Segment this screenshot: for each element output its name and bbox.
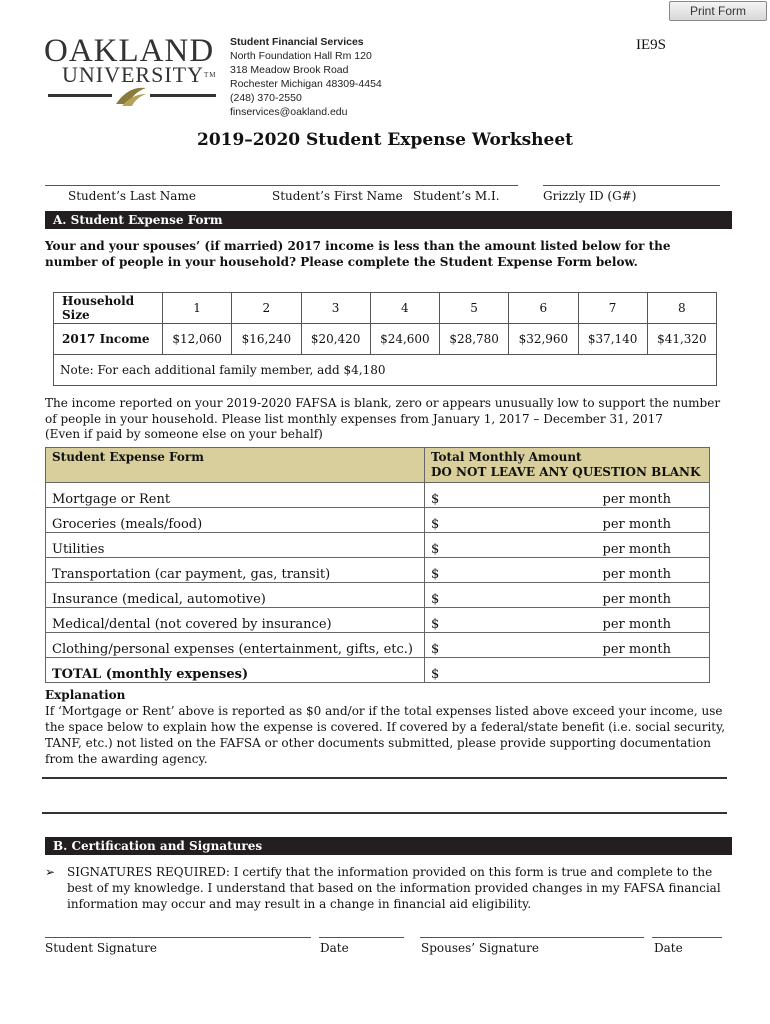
explanation-line-1[interactable] [42,777,727,779]
explanation-line-2[interactable] [42,812,727,814]
mi-label: Student’s M.I. [413,189,500,203]
last-name-label: Student’s Last Name [68,189,196,203]
grizzly-id-label: Grizzly ID (G#) [543,189,637,203]
section-a-header: A. Student Expense Form [45,211,732,229]
expense-row [46,508,710,533]
income-cell: $37,140 [578,324,647,355]
expense-amount-input[interactable]: $ per month [425,508,710,533]
income-cell: $24,600 [370,324,439,355]
income-cell: $32,960 [509,324,578,355]
office-email: finservices@oakland.edu [230,106,348,118]
logo-rule-right [150,94,216,97]
explanation-text: If ‘Mortgage or Rent’ above is reported as $0 and/or if the total expenses listed above exceed your income, use the space below to explain how the expense is covered. If covered by a federal/state benefit (i.e. social security, TANF, etc.) not listed on the FAFSA or other documents submitted, please provide supporting documentation from the awarding agency. [45,704,726,766]
print-form-button[interactable]: Print Form [669,1,767,21]
size-cell: 5 [440,293,509,324]
expense-amount-input[interactable]: $ per month [425,558,710,583]
income-cell: $28,780 [440,324,509,355]
section-b-header: B. Certification and Signatures [45,837,732,855]
expense-row [46,583,710,608]
expense-intro: The income reported on your 2019-2020 FAFSA is blank, zero or appears unusually low to support the number of people in your household. Please list monthly expenses from January 1, 2017 – December 31, 2017 [45,396,721,426]
expense-amount-input[interactable]: $ per month [425,533,710,558]
expense-row [46,608,710,633]
additional-member-note: Note: For each additional family member, add $4,180 [54,355,717,386]
expense-label: Utilities [46,533,425,558]
expense-label: Groceries (meals/food) [46,508,425,533]
size-cell: 3 [301,293,370,324]
date1-label: Date [320,941,349,955]
total-amount-input[interactable]: $ [425,658,710,683]
student-signature-label: Student Signature [45,941,157,955]
income-cell: $20,420 [301,324,370,355]
size-cell: 7 [578,293,647,324]
expense-row [46,633,710,658]
col-amount-header: Total Monthly Amount DO NOT LEAVE ANY QUESTION BLANK [425,448,710,483]
expense-amount-input[interactable]: $ per month [425,633,710,658]
income-cell: $16,240 [232,324,301,355]
office-line3: Rochester Michigan 48309-4454 [230,78,382,90]
form-id: IE9S [636,37,666,53]
expense-amount-input[interactable]: $ per month [425,608,710,633]
expense-intro-note: (Even if paid by someone else on your behalf) [45,427,323,441]
office-name: Student Financial Services [230,36,364,48]
household-size-row [54,293,717,324]
certification-text: SIGNATURES REQUIRED: I certify that the information provided on this form is true and complete to the best of my knowledge. I understand that based on the information provided changes in my FAFSA financial information may occur and may result in a change in financial aid eligibility. [67,865,721,911]
spouse-signature-line[interactable] [420,937,644,938]
student-signature-line[interactable] [45,937,311,938]
income-row [54,324,717,355]
date2-line[interactable] [652,937,722,938]
size-cell: 4 [370,293,439,324]
expense-row [46,483,710,508]
office-line1: North Foundation Hall Rm 120 [230,50,372,62]
col-expense-header: Student Expense Form [46,448,425,483]
income-question: Your and your spouses’ (if married) 2017 income is less than the amount listed below for the number of people in your household? Please complete the Student Expense Form below. [45,239,671,269]
expense-table [45,447,710,683]
expense-amount-input[interactable]: $ per month [425,483,710,508]
household-income-table [53,292,717,386]
expense-table-header [46,448,710,483]
expense-label: Clothing/personal expenses (entertainment, gifts, etc.) [46,633,425,658]
expense-label: Insurance (medical, automotive) [46,583,425,608]
date1-line[interactable] [319,937,404,938]
expense-row [46,558,710,583]
office-phone: (248) 370-2550 [230,92,302,104]
size-cell: 8 [647,293,716,324]
size-cell: 6 [509,293,578,324]
household-size-label: Household Size [54,293,163,324]
income-label: 2017 Income [54,324,163,355]
size-cell: 2 [232,293,301,324]
spouse-signature-label: Spouses’ Signature [421,941,539,955]
first-name-label: Student’s First Name [272,189,403,203]
income-cell: $41,320 [647,324,716,355]
office-address [230,35,382,119]
page-title: 2019–2020 Student Expense Worksheet [196,130,574,150]
grizzly-id-line[interactable] [543,185,720,186]
total-label: TOTAL (monthly expenses) [46,658,425,683]
expense-amount-input[interactable]: $ per month [425,583,710,608]
date2-label: Date [654,941,683,955]
office-line2: 318 Meadow Brook Road [230,64,349,76]
total-row [46,658,710,683]
logo-emblem-icon [114,84,148,108]
income-cell: $12,060 [163,324,232,355]
logo-oakland: OAKLAND [44,33,215,69]
expense-row [46,533,710,558]
note-row [54,355,717,386]
size-cell: 1 [163,293,232,324]
expense-label: Medical/dental (not covered by insurance) [46,608,425,633]
expense-label: Mortgage or Rent [46,483,425,508]
explanation-heading: Explanation [45,688,126,702]
student-name-line[interactable] [45,185,518,186]
logo-rule-left [48,94,112,97]
expense-label: Transportation (car payment, gas, transit) [46,558,425,583]
logo-university: UNIVERSITY™ [62,62,217,87]
bullet-arrow-icon: ➢ [45,865,56,879]
